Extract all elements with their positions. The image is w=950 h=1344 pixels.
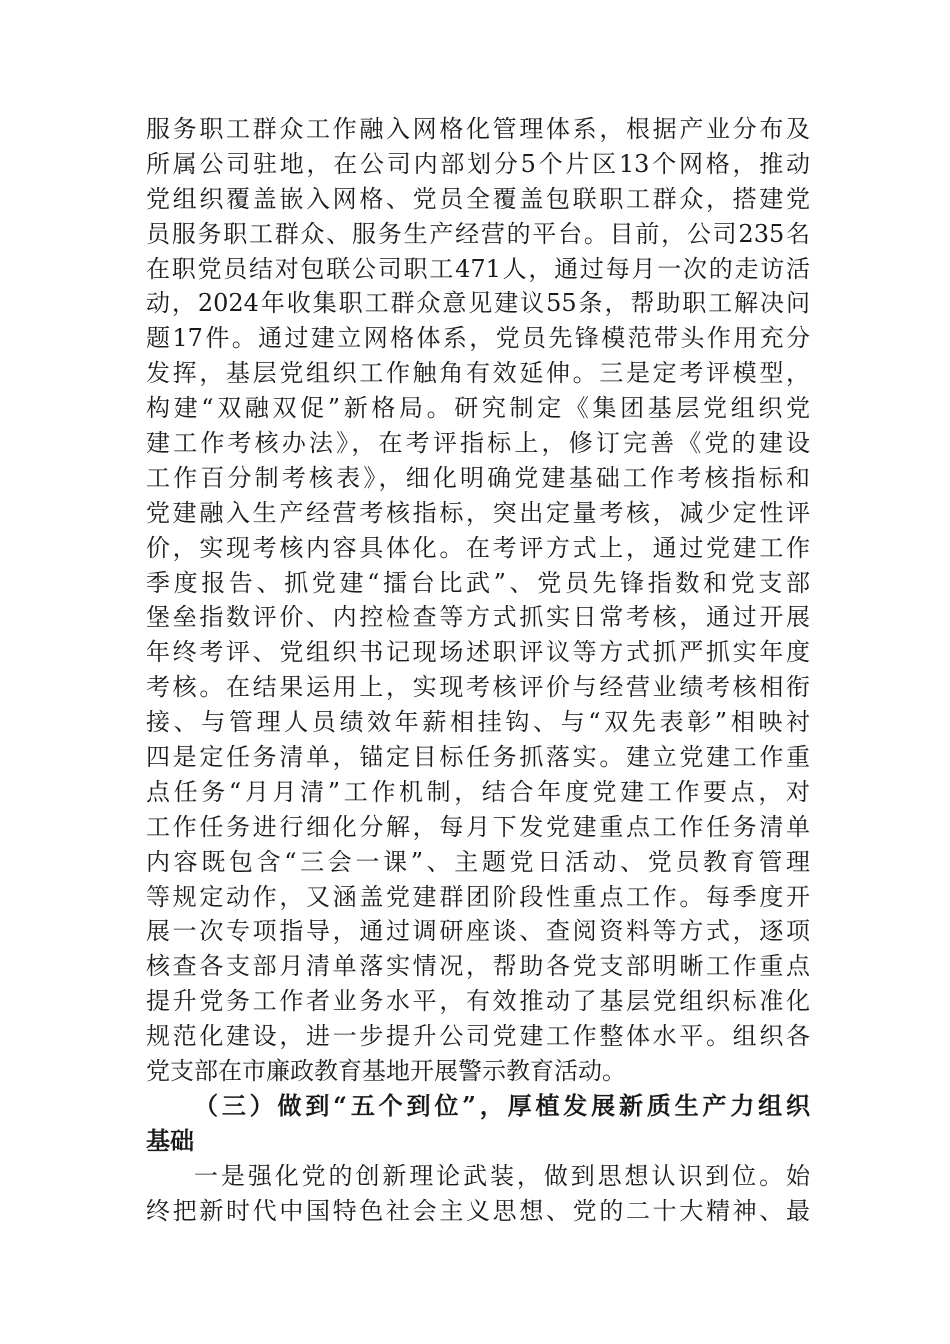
document-body xyxy=(146,112,810,1229)
body-line: 员服务职工群众、服务生产经营的平台。目前，公司235名 xyxy=(146,219,810,248)
body-line: 点任务“月月清”工作机制，结合年度党建工作要点，对 xyxy=(146,777,810,806)
body-line: 工作任务进行细化分解，每月下发党建重点工作任务清单 xyxy=(146,812,810,841)
body-line: 终把新时代中国特色社会主义思想、党的二十大精神、最 xyxy=(146,1196,810,1225)
body-line: 核查各支部月清单落实情况，帮助各党支部明晰工作重点 xyxy=(146,952,810,981)
section-heading: 基础 xyxy=(146,1125,194,1155)
body-line: 考核。在结果运用上，实现考核评价与经营业绩考核相衔 xyxy=(146,673,810,702)
body-line: 题17件。通过建立网格体系，党员先锋模范带头作用充分 xyxy=(146,324,810,353)
body-line: 建工作考核办法》，在考评指标上，修订完善《党的建设 xyxy=(146,429,810,458)
body-line: 发挥，基层党组织工作触角有效延伸。三是定考评模型， xyxy=(146,359,810,388)
body-line: 构建“双融双促”新格局。研究制定《集团基层党组织党 xyxy=(146,394,810,423)
body-line: 规范化建设，进一步提升公司党建工作整体水平。组织各 xyxy=(146,1022,810,1051)
body-line: 所属公司驻地，在公司内部划分5个片区13个网格，推动 xyxy=(146,149,810,178)
body-line: 提升党务工作者业务水平，有效推动了基层党组织标准化 xyxy=(146,987,810,1016)
body-line: 堡垒指数评价、内控检查等方式抓实日常考核，通过开展 xyxy=(146,603,810,632)
body-line: 一是强化党的创新理论武装，做到思想认识到位。始 xyxy=(194,1161,810,1190)
section-heading: （三）做到“五个到位”，厚植发展新质生产力组织 xyxy=(194,1090,810,1120)
body-line: 服务职工群众工作融入网格化管理体系，根据产业分布及 xyxy=(146,115,810,143)
body-line: 等规定动作，又涵盖党建群团阶段性重点工作。每季度开 xyxy=(146,882,810,911)
body-line: 工作百分制考核表》，细化明确党建基础工作考核指标和 xyxy=(146,463,810,492)
body-line: 季度报告、抓党建“擂台比武”、党员先锋指数和党支部 xyxy=(146,568,810,597)
body-line: 党支部在市廉政教育基地开展警示教育活动。 xyxy=(146,1057,626,1086)
body-line: 展一次专项指导，通过调研座谈、查阅资料等方式，逐项 xyxy=(146,917,810,946)
body-line: 党建融入生产经营考核指标，突出定量考核，减少定性评 xyxy=(146,498,810,527)
body-line: 四是定任务清单，锚定目标任务抓落实。建立党建工作重 xyxy=(146,743,810,772)
body-line: 年终考评、党组织书记现场述职评议等方式抓严抓实年度 xyxy=(146,638,810,667)
body-line: 接、与管理人员绩效年薪相挂钩、与“双先表彰”相映衬 xyxy=(146,708,810,737)
body-line: 内容既包含“三会一课”、主题党日活动、党员教育管理 xyxy=(146,847,810,876)
body-line: 在职党员结对包联公司职工471人，通过每月一次的走访活 xyxy=(146,254,810,283)
body-line: 动，2024年收集职工群众意见建议55条，帮助职工解决问 xyxy=(146,289,810,318)
body-line: 党组织覆盖嵌入网格、党员全覆盖包联职工群众，搭建党 xyxy=(146,184,810,213)
body-line: 价，实现考核内容具体化。在考评方式上，通过党建工作 xyxy=(146,533,810,562)
